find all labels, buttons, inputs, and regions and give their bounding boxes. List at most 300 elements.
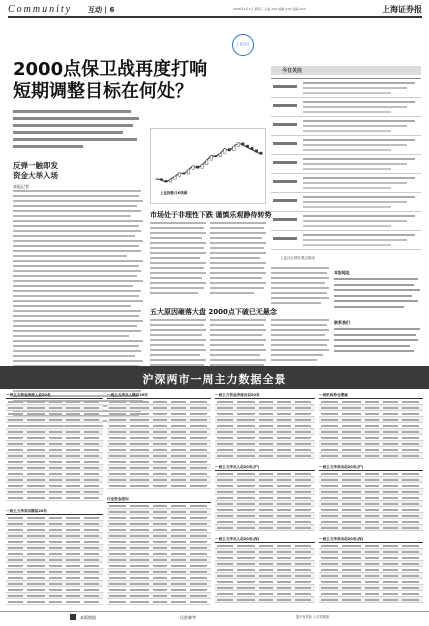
- table-cell: [171, 467, 186, 469]
- table-cell: [171, 529, 186, 531]
- table-row: [319, 525, 423, 531]
- table-cell: [237, 443, 255, 445]
- table-cell: [49, 535, 63, 537]
- table-cell: [402, 569, 419, 571]
- table-cell: [321, 431, 338, 433]
- table-cell: [342, 419, 361, 421]
- table-cell: [365, 551, 380, 553]
- table-cell: [383, 551, 398, 553]
- table-cell: [171, 449, 186, 451]
- table-cell: [66, 541, 80, 543]
- table-cell: [217, 587, 233, 589]
- table-cell: [342, 407, 361, 409]
- table-cell: [217, 473, 233, 475]
- table-cell: [190, 437, 207, 439]
- table-cell: [171, 413, 186, 415]
- table-cell: [84, 455, 100, 457]
- table-cell: [217, 413, 233, 415]
- table-cell: [237, 491, 255, 493]
- chart-candle: [260, 152, 262, 154]
- table-cell: [109, 461, 126, 463]
- chart-candle: [237, 143, 239, 146]
- table-cell: [66, 449, 80, 451]
- table-cell: [277, 479, 291, 481]
- table-cell: [383, 521, 398, 523]
- table-cell: [49, 559, 63, 561]
- table-cell: [49, 425, 63, 427]
- table-cell: [130, 535, 149, 537]
- table-cell: [8, 491, 24, 493]
- table-cell: [84, 479, 100, 481]
- table-cell: [383, 419, 398, 421]
- table-cell: [171, 473, 186, 475]
- table-cell: [217, 563, 233, 565]
- table-cell: [8, 467, 24, 469]
- table-cell: [109, 505, 126, 507]
- table-cell: [383, 407, 398, 409]
- table-cell: [365, 509, 380, 511]
- table-cell: [49, 595, 63, 597]
- table-cell: [342, 413, 361, 415]
- table-cell: [217, 521, 233, 523]
- table-cell: [8, 523, 24, 525]
- table-cell: [8, 529, 24, 531]
- table-cell: [109, 589, 126, 591]
- table-cell: [109, 577, 126, 579]
- table-cell: [130, 523, 149, 525]
- table-cell: [190, 529, 207, 531]
- table-cell: [402, 413, 419, 415]
- table-cell: [190, 553, 207, 555]
- table-cell: [130, 461, 149, 463]
- table-cell: [84, 437, 100, 439]
- table-row: [215, 453, 315, 459]
- table-cell: [153, 511, 168, 513]
- table-cell: [27, 431, 44, 433]
- table-cell: [321, 563, 338, 565]
- data-table-8: [319, 465, 423, 533]
- table-cell: [153, 425, 168, 427]
- table-cell: [383, 509, 398, 511]
- table-cell: [8, 595, 24, 597]
- table-cell: [259, 515, 273, 517]
- table-cell: [27, 425, 44, 427]
- table-cell: [259, 473, 273, 475]
- table-cell: [84, 583, 100, 585]
- table-cell: [402, 419, 419, 421]
- footer-mid-text: 仅供参考: [180, 615, 196, 620]
- table-cell: [171, 535, 186, 537]
- table-cell: [66, 485, 80, 487]
- table-cell: [130, 553, 149, 555]
- table-cell: [109, 437, 126, 439]
- table-cell: [171, 541, 186, 543]
- table-cell: [237, 569, 255, 571]
- table-cell: [153, 595, 168, 597]
- table-cell: [383, 437, 398, 439]
- table-cell: [259, 449, 273, 451]
- table-cell: [66, 583, 80, 585]
- table-cell: [153, 559, 168, 561]
- table-cell: [66, 443, 80, 445]
- table-title: 行业资金流向: [107, 497, 129, 501]
- table-cell: [190, 547, 207, 549]
- table-cell: [84, 461, 100, 463]
- table-cell: [66, 535, 80, 537]
- table-cell: [277, 527, 291, 529]
- table-cell: [402, 599, 419, 601]
- table-cell: [130, 577, 149, 579]
- table-cell: [109, 595, 126, 597]
- table-cell: [153, 505, 168, 507]
- table-cell: [130, 401, 149, 403]
- table-cell: [277, 497, 291, 499]
- table-cell: [321, 581, 338, 583]
- table-cell: [402, 503, 419, 505]
- table-cell: [342, 479, 361, 481]
- table-cell: [237, 515, 255, 517]
- table-cell: [277, 491, 291, 493]
- table-cell: [295, 485, 311, 487]
- table-cell: [217, 545, 233, 547]
- table-cell: [153, 565, 168, 567]
- table-cell: [66, 401, 80, 403]
- table-cell: [84, 553, 100, 555]
- table-cell: [259, 419, 273, 421]
- table-cell: [190, 401, 207, 403]
- table-cell: [217, 569, 233, 571]
- table-cell: [259, 485, 273, 487]
- chart-candle: [233, 146, 235, 151]
- table-cell: [66, 497, 80, 499]
- right-column-row: [271, 212, 421, 231]
- table-cell: [365, 419, 380, 421]
- table-cell: [295, 545, 311, 547]
- table-cell: [109, 443, 126, 445]
- table-cell: [237, 575, 255, 577]
- table-cell: [130, 485, 149, 487]
- table-cell: [66, 517, 80, 519]
- table-row: [6, 599, 103, 605]
- table-cell: [217, 401, 233, 403]
- table-cell: [342, 431, 361, 433]
- table-cell: [8, 565, 24, 567]
- table-cell: [49, 461, 63, 463]
- contact-label-bottom: 联系我们: [334, 320, 350, 325]
- table-cell: [27, 523, 44, 525]
- table-cell: [277, 545, 291, 547]
- table-cell: [130, 479, 149, 481]
- table-cell: [402, 449, 419, 451]
- table-cell: [217, 509, 233, 511]
- table-cell: [217, 437, 233, 439]
- table-cell: [365, 527, 380, 529]
- table-cell: [130, 547, 149, 549]
- table-cell: [217, 425, 233, 427]
- table-cell: [190, 565, 207, 567]
- table-cell: [27, 443, 44, 445]
- table-cell: [153, 407, 168, 409]
- table-cell: [171, 505, 186, 507]
- table-cell: [365, 569, 380, 571]
- table-cell: [27, 497, 44, 499]
- table-cell: [383, 527, 398, 529]
- table-cell: [321, 551, 338, 553]
- table-cell: [49, 437, 63, 439]
- table-cell: [84, 547, 100, 549]
- table-body: [107, 502, 211, 607]
- table-body: [215, 398, 315, 461]
- table-cell: [259, 509, 273, 511]
- table-cell: [342, 593, 361, 595]
- table-cell: [342, 515, 361, 517]
- table-cell: [130, 437, 149, 439]
- table-cell: [66, 523, 80, 525]
- table-cell: [383, 413, 398, 415]
- table-cell: [190, 571, 207, 573]
- table-cell: [295, 587, 311, 589]
- section-left-col-3: [271, 267, 329, 307]
- table-cell: [109, 601, 126, 603]
- table-cell: [27, 491, 44, 493]
- table-cell: [190, 583, 207, 585]
- table-cell: [237, 509, 255, 511]
- table-cell: [190, 595, 207, 597]
- table-cell: [402, 443, 419, 445]
- table-cell: [342, 401, 361, 403]
- table-cell: [109, 559, 126, 561]
- table-cell: [130, 517, 149, 519]
- table-cell: [153, 449, 168, 451]
- table-cell: [49, 565, 63, 567]
- table-cell: [27, 455, 44, 457]
- table-cell: [153, 583, 168, 585]
- table-cell: [342, 485, 361, 487]
- contact-block-bottom: [334, 328, 422, 364]
- table-cell: [277, 431, 291, 433]
- right-column-table: [271, 78, 421, 250]
- table-cell: [383, 545, 398, 547]
- table-title: 一周主力净买入前20名(沪): [215, 465, 260, 469]
- table-cell: [277, 521, 291, 523]
- table-cell: [383, 599, 398, 601]
- table-cell: [217, 419, 233, 421]
- table-cell: [66, 413, 80, 415]
- table-cell: [259, 551, 273, 553]
- table-cell: [342, 437, 361, 439]
- table-cell: [130, 449, 149, 451]
- table-cell: [295, 557, 311, 559]
- article-subtitle-1: 反弹一触即发: [13, 161, 58, 170]
- table-cell: [342, 599, 361, 601]
- table-cell: [321, 425, 338, 427]
- table-cell: [171, 601, 186, 603]
- table-cell: [171, 547, 186, 549]
- chart-candle: [183, 173, 185, 174]
- table-cell: [259, 527, 273, 529]
- table-cell: [321, 557, 338, 559]
- table-cell: [217, 515, 233, 517]
- table-cell: [237, 545, 255, 547]
- right-column-row: [271, 136, 421, 155]
- table-cell: [190, 485, 207, 487]
- table-cell: [321, 491, 338, 493]
- table-cell: [130, 595, 149, 597]
- table-cell: [321, 587, 338, 589]
- table-cell: [365, 449, 380, 451]
- table-cell: [295, 575, 311, 577]
- table-cell: [49, 517, 63, 519]
- table-cell: [66, 425, 80, 427]
- table-cell: [153, 467, 168, 469]
- table-cell: [365, 437, 380, 439]
- right-column-note: 上证社区网友观点摘录: [280, 256, 315, 260]
- table-cell: [171, 407, 186, 409]
- table-cell: [84, 413, 100, 415]
- table-cell: [217, 479, 233, 481]
- table-cell: [66, 461, 80, 463]
- table-cell: [130, 541, 149, 543]
- table-cell: [171, 425, 186, 427]
- table-cell: [109, 517, 126, 519]
- table-cell: [402, 455, 419, 457]
- table-row: [107, 599, 211, 605]
- table-cell: [109, 431, 126, 433]
- chart-candle: [251, 147, 253, 149]
- chart-candle: [246, 145, 248, 147]
- table-cell: [383, 581, 398, 583]
- table-cell: [295, 479, 311, 481]
- table-cell: [153, 577, 168, 579]
- table-cell: [237, 425, 255, 427]
- table-cell: [27, 559, 44, 561]
- table-cell: [259, 575, 273, 577]
- table-cell: [153, 541, 168, 543]
- table-cell: [130, 425, 149, 427]
- table-cell: [402, 587, 419, 589]
- table-cell: [365, 497, 380, 499]
- section-left-col-2: [210, 222, 266, 297]
- table-cell: [321, 497, 338, 499]
- table-cell: [153, 413, 168, 415]
- right-column-row: [271, 98, 421, 117]
- table-cell: [109, 413, 126, 415]
- table-cell: [217, 599, 233, 601]
- table-cell: [171, 577, 186, 579]
- table-cell: [66, 529, 80, 531]
- table-cell: [295, 515, 311, 517]
- table-cell: [190, 577, 207, 579]
- table-cell: [217, 557, 233, 559]
- table-cell: [27, 449, 44, 451]
- table-cell: [190, 601, 207, 603]
- table-cell: [8, 541, 24, 543]
- data-table-7: [215, 465, 315, 533]
- table-cell: [342, 557, 361, 559]
- masthead: [8, 4, 422, 18]
- table-cell: [295, 437, 311, 439]
- table-cell: [190, 419, 207, 421]
- table-cell: [295, 563, 311, 565]
- table-cell: [321, 455, 338, 457]
- data-table-5: [6, 509, 103, 607]
- chart-candle: [187, 169, 189, 174]
- table-cell: [171, 517, 186, 519]
- table-cell: [27, 565, 44, 567]
- table-cell: [342, 503, 361, 505]
- table-cell: [342, 491, 361, 493]
- table-cell: [217, 407, 233, 409]
- table-cell: [402, 527, 419, 529]
- table-cell: [321, 503, 338, 505]
- table-cell: [402, 497, 419, 499]
- table-cell: [153, 571, 168, 573]
- table-cell: [321, 419, 338, 421]
- table-title: 一周主力净卖出额前20名: [6, 509, 47, 513]
- table-cell: [402, 593, 419, 595]
- table-cell: [217, 527, 233, 529]
- table-cell: [130, 565, 149, 567]
- table-cell: [277, 569, 291, 571]
- table-cell: [8, 455, 24, 457]
- table-cell: [342, 509, 361, 511]
- table-cell: [237, 527, 255, 529]
- headline-line-1: 2000点保卫战再度打响: [13, 59, 208, 80]
- table-cell: [49, 401, 63, 403]
- table-cell: [237, 503, 255, 505]
- chart-candle: [224, 149, 226, 154]
- table-cell: [84, 425, 100, 427]
- table-cell: [8, 479, 24, 481]
- table-cell: [153, 401, 168, 403]
- table-cell: [217, 593, 233, 595]
- table-cell: [295, 497, 311, 499]
- table-cell: [277, 473, 291, 475]
- table-cell: [153, 601, 168, 603]
- table-cell: [402, 551, 419, 553]
- table-cell: [295, 581, 311, 583]
- table-cell: [217, 455, 233, 457]
- data-table-10: [319, 537, 423, 607]
- table-cell: [153, 589, 168, 591]
- table-cell: [321, 407, 338, 409]
- table-cell: [8, 437, 24, 439]
- page-footer: [0, 611, 429, 626]
- table-cell: [259, 557, 273, 559]
- table-cell: [190, 589, 207, 591]
- table-cell: [171, 431, 186, 433]
- table-cell: [342, 575, 361, 577]
- table-cell: [383, 569, 398, 571]
- table-cell: [259, 479, 273, 481]
- table-cell: [277, 449, 291, 451]
- table-cell: [259, 569, 273, 571]
- table-cell: [8, 559, 24, 561]
- table-cell: [217, 443, 233, 445]
- table-cell: [277, 593, 291, 595]
- table-cell: [84, 571, 100, 573]
- table-cell: [365, 587, 380, 589]
- data-table-6: [107, 497, 211, 607]
- footer-left-text: 本版数据: [80, 615, 96, 620]
- table-cell: [402, 425, 419, 427]
- table-cell: [321, 413, 338, 415]
- table-cell: [130, 583, 149, 585]
- table-cell: [277, 515, 291, 517]
- contact-label-top: 本报地址: [334, 270, 350, 275]
- footer-logo-box: [70, 614, 76, 620]
- table-cell: [190, 461, 207, 463]
